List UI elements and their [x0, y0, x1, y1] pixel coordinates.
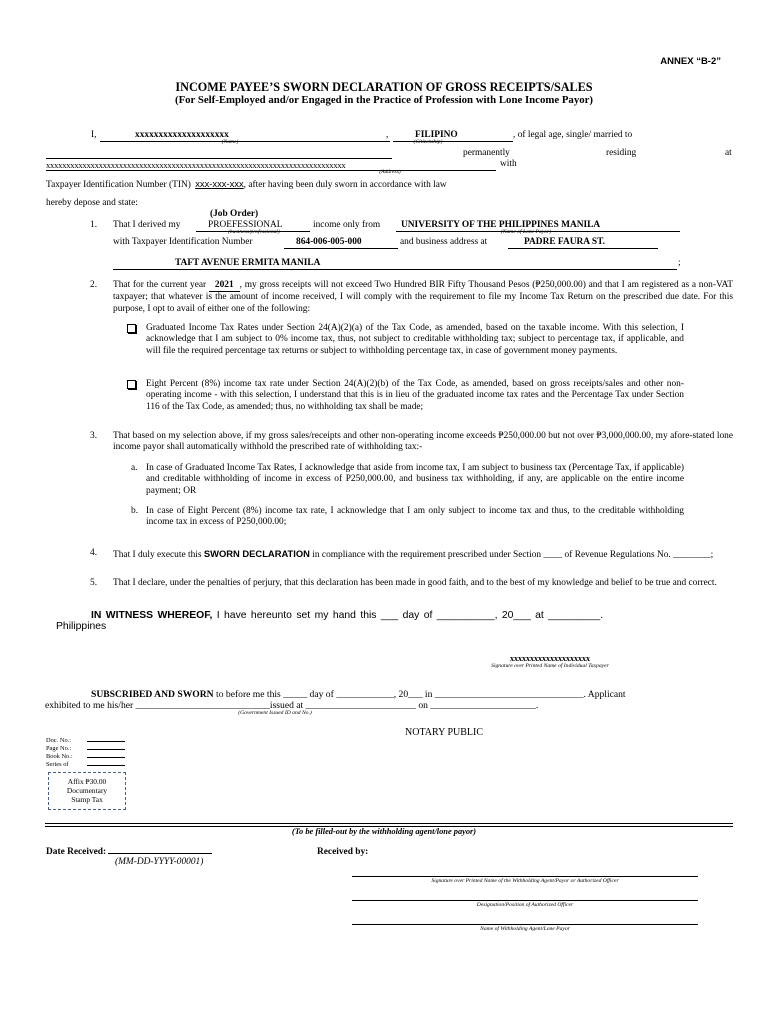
date-received-field [108, 853, 212, 854]
book-no-label: Book No.: [46, 753, 73, 760]
depose-text: hereby depose and state: [46, 198, 138, 208]
job-order-label: (Job Order) [210, 209, 259, 219]
item1-derived-text: That I derived my [113, 220, 181, 230]
signature-caption: Signature over Printed Name of Individual Taxpayer [491, 663, 609, 669]
business-caption: (business/professional) [228, 229, 280, 235]
payor-address-line2: TAFT AVENUE ERMITA MANILA [113, 258, 677, 270]
witness-place: Philippines [56, 621, 107, 632]
payor-caption: (Name of Lone Payor) [500, 229, 552, 235]
intro-i: I, [91, 130, 97, 140]
lone-payor-name: UNIVERSITY OF THE PHILIPPINES MANILA [396, 220, 680, 232]
series-label: Series of [46, 761, 69, 768]
agent-section-header: (To be filled-out by the withholding agent/lone payor) [291, 827, 477, 836]
doc-no-field [87, 741, 125, 742]
notary-public-label: NOTARY PUBLIC [405, 727, 484, 738]
date-received-label: Date Received: [46, 847, 212, 858]
doc-no-label: Doc. No.: [46, 737, 72, 744]
received-by-label: Received by: [317, 847, 369, 857]
option-eight-percent-checkbox[interactable] [127, 380, 136, 389]
page-no-field [87, 749, 125, 750]
item4-number: 4. [90, 548, 98, 558]
item1-number: 1. [90, 220, 98, 230]
page-title: INCOME PAYEE’S SWORN DECLARATION OF GROSS RECEIPTS/SALES [175, 80, 593, 94]
with-text: with [500, 159, 517, 169]
item2-number: 2. [90, 280, 98, 290]
citizenship-caption: (Citizenship) [413, 139, 443, 145]
residing-text: residing [606, 148, 637, 158]
series-field [87, 765, 125, 766]
item2-paragraph: That for the current year 2021 , my gross receipts will not exceed Two Hundred BIR Fifty Thousand Pesos (₱250,000.00) and that I am registered as a non-VAT taxpayer; that whatever is the amount of income received, I will comply with the requirement to file my Income Tax Return on the prescribed due date. For this purpose, I opt to avail of either one of the following: [113, 280, 733, 314]
item4-text: That I duly execute this SWORN DECLARATION in compliance with the requirement prescribed under Section ____ of Revenue Regulations No. ________; [113, 548, 714, 560]
item3a-text: In case of Graduated Income Tax Rates, I acknowledge that aside from income tax, I am subject to business tax (Percentage Tax, if applicable) and creditable withholding of income in excess of P250,000.00, and business tax withholding, if any, are applicable on the entire income payment; OR [146, 463, 684, 496]
citizenship: FILIPINO [393, 130, 513, 142]
item3-text: That based on my selection above, if my gross sales/receipts and other non-operating income exceeds ₱250,000.00 but not over ₱3,000,000.00, my afore-stated lone income payor shall automatically withhold the prescribed rate of withholding tax:- [113, 431, 733, 453]
item3b-label: b. [131, 506, 139, 516]
sworn-declaration-label: SWORN DECLARATION [203, 548, 310, 559]
designation-caption: Designation/Position of Authorized Officer [476, 902, 574, 908]
legal-age-text: , of legal age, single/ married to [513, 130, 633, 140]
item5-text: That I declare, under the penalties of perjury, that this declaration has been made in good faith, and to the best of my knowledge and belief to be true and correct. [113, 578, 717, 588]
agent-signature-caption: Signature over Printed Name of the Withholding Agent/Payor or Authorized Officer [431, 878, 619, 884]
item3b-text: In case of Eight Percent (8%) income tax rate, I acknowledge that I am only subject to income tax and thus, to the creditable withholding income tax in excess of P250,000.00; [146, 506, 684, 528]
agent-name-caption: Name of Withholding Agent/Lone Payor [480, 926, 570, 932]
subscribed-line1: SUBSCRIBED AND SWORN to before me this _____ day of ____________, 20___ in _______________________________. Applicant [91, 689, 626, 700]
page-subtitle: (For Self-Employed and/or Engaged in the Practice of Profession with Lone Income Payor) [174, 94, 594, 106]
signature-name: xxxxxxxxxxxxxxxxxxxx [510, 654, 590, 663]
subscribed-line2: exhibited to me his/her ____________________________issued at _______________________ on ______________________. [45, 700, 539, 711]
business-type: PROEFESSIONAL [196, 220, 310, 232]
payor-address-line1: PADRE FAURA ST. [508, 237, 658, 249]
id-caption: (Government Issued ID and No.) [238, 710, 312, 716]
page-no-label: Page No.: [46, 745, 72, 752]
item5-number: 5. [90, 578, 98, 588]
item3a-label: a. [131, 463, 138, 473]
taxpayer-address: xxxxxxxxxxxxxxxxxxxxxxxxxxxxxxxxxxxxxxxxxxxxxxxxxxxxxxxxxxxxxxxxxxxxxxxxxx [46, 160, 496, 171]
current-year: 2021 [209, 280, 240, 292]
taxpayer-name: xxxxxxxxxxxxxxxxxxxx [100, 130, 390, 142]
stamp-tax-box: Affix ₱30.00 Documentary Stamp Tax [48, 772, 126, 810]
doc-numbers [46, 737, 125, 769]
date-format-caption: (MM-DD-YYYY-00001) [115, 857, 204, 867]
taxpayer-tin: xxx-xxx-xxx [195, 178, 244, 189]
at-text: at [725, 148, 732, 158]
payor-tin-label: with Taxpayer Identification Number [113, 237, 253, 247]
option-graduated-text: Graduated Income Tax Rates under Section 24(A)(2)(a) of the Tax Code, as amended, based on the taxable income. With this selection, I acknowledge that I am subject to 0% income tax, thus, not subject to creditable withholding tax; subject to percentage tax, if applicable, and will file the required percentage tax returns or subject to withholding percentage tax, in case of government money payments. [146, 323, 684, 356]
address-caption: (Address) [379, 169, 401, 175]
witness-line: IN WITNESS WHEREOF, I have hereunto set my hand this ___ day of __________, 20___ at _________. [91, 610, 604, 621]
payor-address-label: and business address at [400, 237, 488, 247]
option-eight-percent-text: Eight Percent (8%) income tax rate under Section 24(A)(2)(b) of the Tax Code, as amended, based on gross receipts/sales and other non-operating income - with this selection, I understand that this is in lieu of the graduated income tax rates and the Percentage Tax under Section 116 of the Tax Code, as amended; thus, no withholding tax shall be made; [146, 379, 684, 412]
name-caption: (Name) [221, 139, 239, 145]
item3-number: 3. [90, 431, 98, 441]
option-graduated-checkbox[interactable] [127, 324, 136, 333]
tin-label: Taxpayer Identification Number (TIN) [46, 180, 191, 190]
payor-tin: 864-006-005-000 [284, 237, 398, 249]
book-no-field [87, 757, 125, 758]
permanently-text: permanently [463, 148, 510, 158]
address-semicolon: ; [678, 258, 681, 268]
income-from-text: income only from [313, 220, 381, 230]
annex-label: ANNEX “B-2” [660, 56, 721, 67]
tin-after-text: , after having been duly sworn in accordance with law [243, 180, 447, 190]
